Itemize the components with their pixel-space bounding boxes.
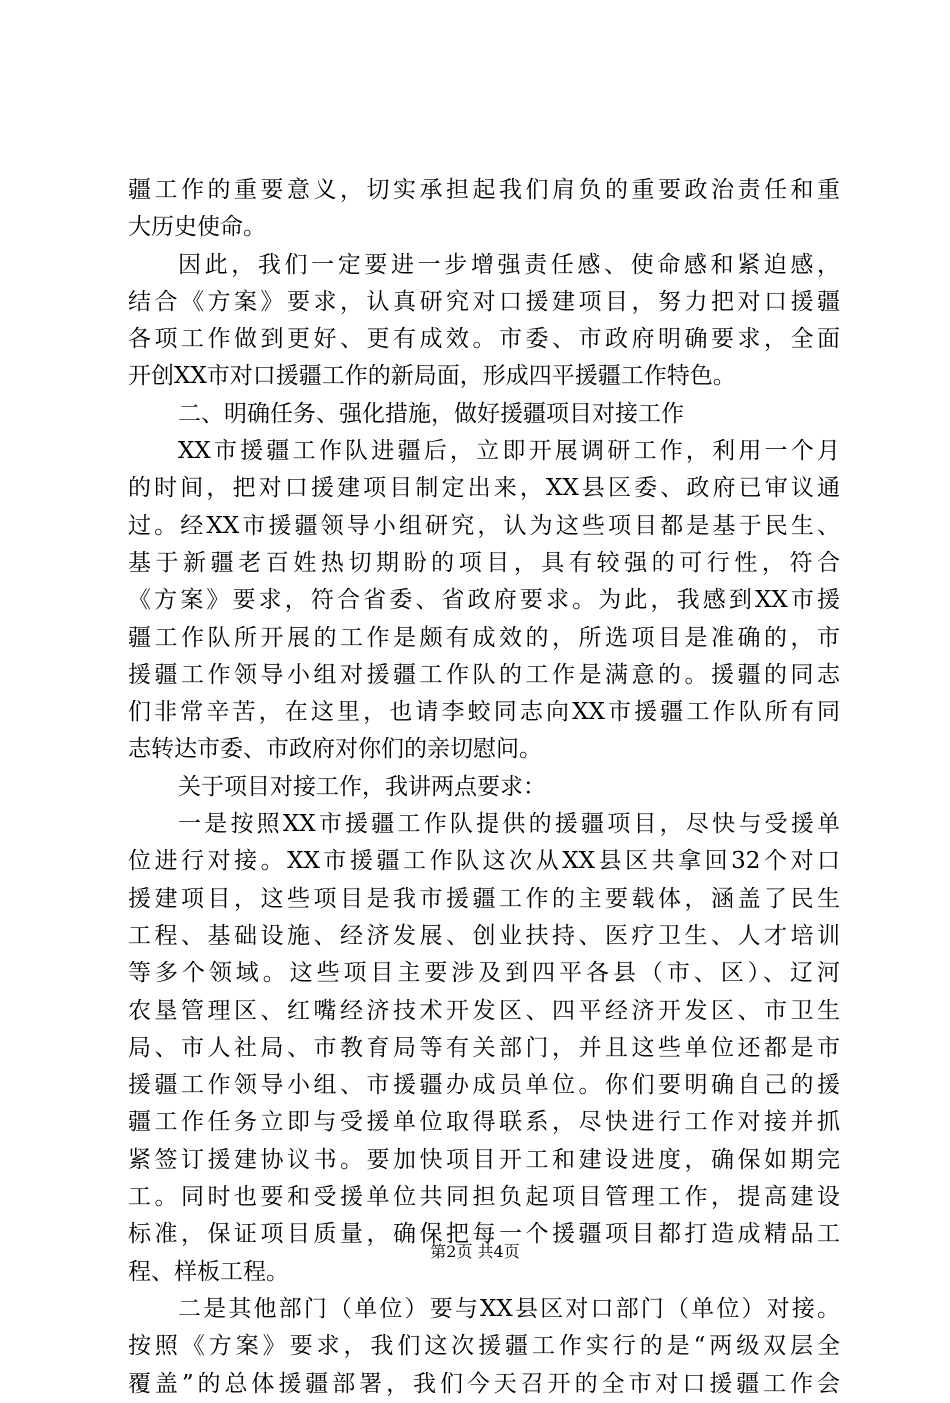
text-line: 工程、基础设施、经济发展、创业扶持、医疗卫生、人才培训: [128, 922, 840, 949]
text-line: 各项工作做到更好、更有成效。市委、市政府明确要求，全面: [128, 326, 840, 353]
text-line: 大历史使命。: [128, 214, 266, 241]
document-body: [128, 172, 840, 1403]
text-line: 关于项目对接工作，我讲两点要求：: [178, 773, 546, 800]
text-line: 紧签订援建协议书。要加快项目开工和建设进度，确保如期完: [128, 1146, 840, 1173]
text-line: 援疆工作领导小组对援疆工作队的工作是满意的。援疆的同志: [128, 661, 840, 688]
text-line: 等多个领域。这些项目主要涉及到四平各县（市、区）、辽河: [128, 960, 840, 987]
text-line: 覆盖”的总体援疆部署，我们今天召开的全市对口援疆工作会: [128, 1370, 840, 1397]
text-line: 程、样板工程。: [128, 1258, 289, 1285]
text-line: 二是其他部门（单位）要与XX县区对口部门（单位）对接。: [178, 1295, 840, 1322]
text-line: 疆工作的重要意义，切实承担起我们肩负的重要政治责任和重: [128, 177, 840, 203]
text-line: 因此，我们一定要进一步增强责任感、使命感和紧迫感，: [178, 251, 840, 278]
text-line: 开创XX市对口援疆工作的新局面，形成四平援疆工作特色。: [128, 363, 736, 390]
text-line: 《方案》要求，符合省委、省政府要求。为此，我感到XX市援: [128, 587, 840, 614]
page-footer: 第2页 共4页: [430, 1242, 520, 1261]
text-line: 结合《方案》要求，认真研究对口援建项目，努力把对口援疆: [128, 288, 840, 315]
text-line: 疆工作任务立即与受援单位取得联系，尽快进行工作对接并抓: [128, 1109, 840, 1136]
text-line: 的时间，把对口援建项目制定出来，XX县区委、政府已审议通: [128, 475, 840, 502]
text-line: 援疆工作领导小组、市援疆办成员单位。你们要明确自己的援: [128, 1072, 840, 1099]
text-line: 一是按照XX市援疆工作队提供的援疆项目，尽快与受援单: [178, 811, 840, 838]
text-line: 工。同时也要和受援单位共同担负起项目管理工作，提高建设: [128, 1184, 840, 1211]
text-line: XX市援疆工作队进疆后，立即开展调研工作，利用一个月: [178, 438, 840, 465]
text-line: 过。经XX市援疆领导小组研究，认为这些项目都是基于民生、: [128, 512, 840, 539]
text-line: 位进行对接。XX市援疆工作队这次从XX县区共拿回32个对口: [128, 848, 840, 875]
text-line: 农垦管理区、红嘴经济技术开发区、四平经济开发区、市卫生: [128, 997, 840, 1024]
text-line: 们非常辛苦，在这里，也请李蛟同志向XX市援疆工作队所有同: [128, 699, 840, 726]
text-line: 基于新疆老百姓热切期盼的项目，具有较强的可行性，符合: [128, 549, 840, 576]
text-line: 二、明确任务、强化措施，做好援疆项目对接工作: [178, 400, 684, 427]
text-line: 局、市人社局、市教育局等有关部门，并且这些单位还都是市: [128, 1034, 840, 1061]
text-line: 志转达市委、市政府对你们的亲切慰问。: [128, 736, 542, 763]
text-line: 按照《方案》要求，我们这次援疆工作实行的是“两级双层全: [128, 1333, 840, 1360]
text-line: 疆工作队所开展的工作是颇有成效的，所选项目是准确的，市: [128, 624, 840, 651]
text-line: 援建项目，这些项目是我市援疆工作的主要载体，涵盖了民生: [128, 885, 840, 912]
text-line: 标准，保证项目质量，确保把每一个援疆项目都打造成精品工: [128, 1221, 840, 1248]
